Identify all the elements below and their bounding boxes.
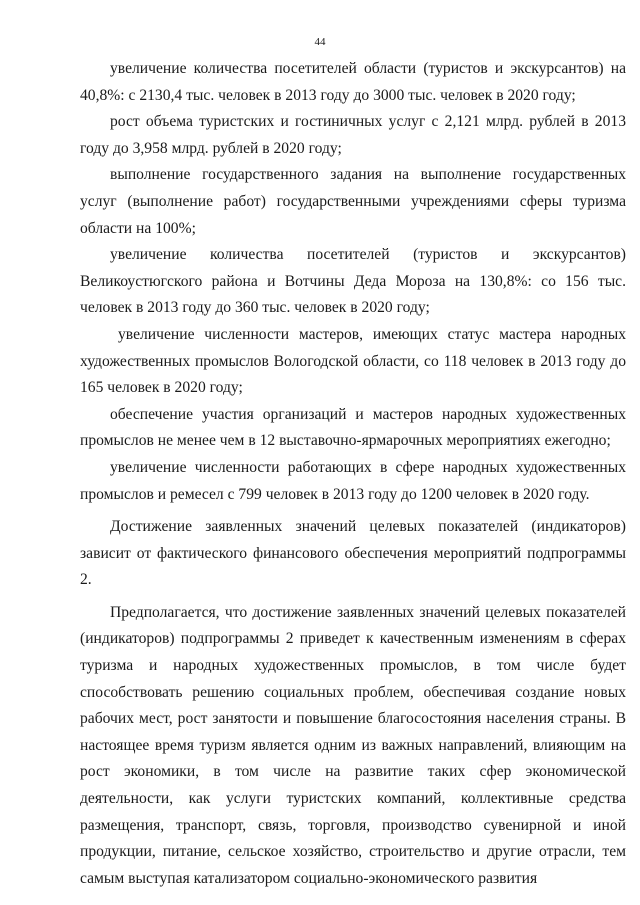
paragraph-exhibitions: обеспечение участия организаций и мастеров народных художественных промыслов не менее чем в 12 выставочно-ярмарочных мероприятиях ежегодно; — [80, 405, 626, 450]
body-text — [80, 56, 626, 892]
paragraph-expected-results: Предполагается, что достижение заявленных значений целевых показателей (индикаторов) подпрограммы 2 приведет к качественным изменениям в сферах туризма и народных художественных промыслов, в том числе будет способствовать решению социальных проблем, обеспечивая создание новых рабочих мест, рост занятости и повышение благосостояния населения страны. В настоящее время туризм является одним из важных направлений, влияющим на рост экономики, в том числе на развитие таких сфер экономической деятельности, как услуги туристских компаний, коллективные средства размещения, транспорт, связь, торговля, производство сувенирной и иной продукции, питание, сельское хозяйство, строительство и другие отрасли, тем самым выступая катализатором социально-экономического развития — [80, 603, 626, 887]
paragraph-state-task: выполнение государственного задания на выполнение государственных услуг (выполнение работ) государственными учреждениями сферы туризма области на 100%; — [80, 166, 626, 237]
paragraph-visitors-growth: увеличение количества посетителей области (туристов и экскурсантов) на 40,8%: с 2130,4 тыс. человек в 2013 году до 3000 тыс. человек в 2020 году; — [80, 60, 626, 104]
paragraph-velikoustyug-visitors: увеличение количества посетителей (туристов и экскурсантов) Великоустюгского района и Вотчины Деда Мороза на 130,8%: со 156 тыс. человек в 2013 году до 360 тыс. человек в 2020 году; — [80, 246, 626, 317]
paragraph-workers-count: увеличение численности работающих в сфере народных художественных промыслов и ремесел с 799 человек в 2013 году до 1200 человек в 2020 году. — [80, 458, 626, 503]
paragraph-services-volume: рост объема туристских и гостиничных услуг с 2,121 млрд. рублей в 2013 году до 3,958 млрд. рублей в 2020 году; — [80, 113, 626, 157]
paragraph-indicators-dependency: Достижение заявленных значений целевых показателей (индикаторов) зависит от фактического финансового обеспечения мероприятий подпрограммы 2. — [80, 518, 626, 589]
paragraph-masters-count: увеличение численности мастеров, имеющих статус мастера народных художественных промыслов Вологодской области, со 118 человек в 2013 году до 165 человек в 2020 году; — [80, 325, 626, 397]
page-number: 44 — [314, 36, 326, 48]
